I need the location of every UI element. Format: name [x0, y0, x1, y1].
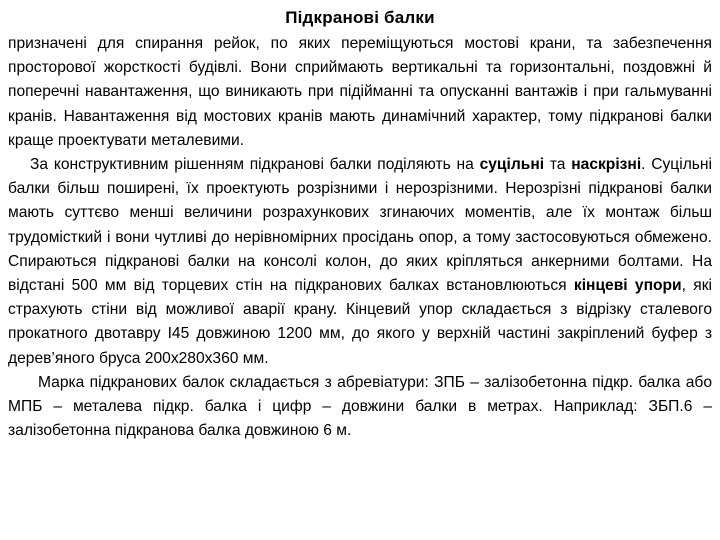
paragraph-construction	[8, 153, 712, 371]
paragraph-text: За конструктивним рішенням підкранові балки поділяють на	[30, 156, 480, 174]
paragraph-text: . Суцільні балки більш поширені, їх проектують розрізними і нерозрізними. Нерозрізні підкранові балки мають суттєво менші величини розрахункових згинаючих моментів, але їх монтаж більш трудомісткий і вони чутливі до нерівномірних просідань опор, а тому застосовуються обмежено. Спираються підкранові балки на консолі колон, до яких кріпляться анкерними болтами. На відстані 500 мм від торцевих стін на підкранових балках встановлюються	[8, 156, 713, 295]
term-end-stops: кінцеві упори	[573, 277, 682, 295]
paragraph-purpose: призначені для спирання рейок, по яких переміщуються мостові крани, та забезпечення просторової жорсткості будівлі. Вони сприймають вертикальні та горизонтальні, поздовжні й поперечні навантаження, що виникають при підійманні та опусканні вантажів і при гальмуванні кранів. Навантаження від мостових кранів мають динамічний характер, тому підкранові балки краще проектувати металевими.	[8, 35, 712, 149]
page-title: Підкранові балки	[285, 8, 435, 27]
paragraph-marking: Марка підкранових балок складається з абревіатури: ЗПБ – залізобетонна підкр. балка або МПБ – металева підкр. балка і цифр – довжини балки в метрах. Наприклад: ЗБП.6 – залізобетонна підкранова балка довжиною 6 м.	[8, 373, 712, 440]
paragraph-text: , які страхують стіни від можливої аварії крану. Кінцевий упор складається з відрізку сталевого прокатного двотавру І45 довжиною 1200 мм, до якого у верхній частині закріплений буфер з дерев’яного бруса 200х280х360 мм.	[8, 277, 712, 367]
paragraph-text: та	[544, 156, 572, 174]
term-solid: суцільні	[479, 156, 545, 174]
term-lattice: наскрізні	[571, 156, 642, 174]
